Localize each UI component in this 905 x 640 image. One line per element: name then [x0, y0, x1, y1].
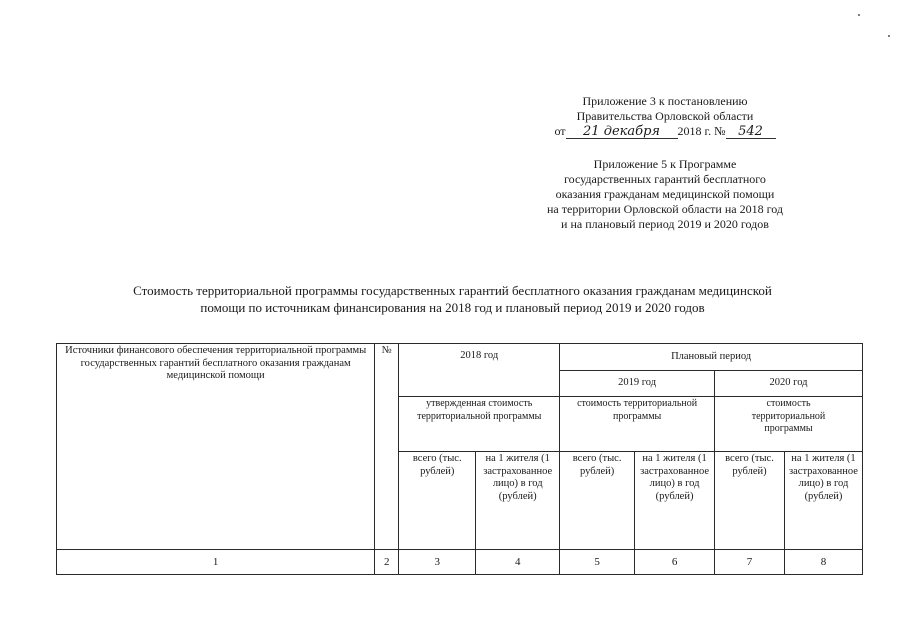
handwritten-date: 21 декабря [566, 125, 678, 139]
handwritten-number: 542 [726, 125, 776, 139]
header-planned-period: Плановый период [560, 344, 863, 371]
document-title [60, 282, 845, 316]
appendix-3-line2: Правительства Орловской области [576, 109, 754, 123]
header-cost-2019: стоимость территориальной программы [560, 397, 715, 452]
appendix-5-line1: Приложение 5 к Программе [593, 157, 737, 171]
appendix-3-date-line [500, 124, 830, 139]
appendix-5-line5: и на плановый период 2019 и 2020 годов [561, 217, 769, 231]
header-per-capita-2018: на 1 жителя (1 застрахованное лицо) в год (рублей) [476, 452, 560, 550]
header-source: Источники финансового обеспечения территориальной программы государственных гарантий бесплатного оказания гражданам медицинской помощи [57, 344, 375, 550]
year-number-prefix: 2018 г. № [677, 124, 726, 138]
appendix-5-line2: государственных гарантий бесплатного [564, 172, 766, 186]
header-cost-2020: стоимость территориальной программы [715, 397, 863, 452]
document-title-line2: помощи по источникам финансирования на 2018 год и плановый период 2019 и 2020 годов [200, 300, 705, 315]
header-per-capita-2020: на 1 жителя (1 застрахованное лицо) в год (рублей) [784, 452, 862, 550]
header-2018: 2018 год [399, 344, 560, 397]
column-number-cell: 6 [635, 550, 715, 575]
header-number: № [375, 344, 399, 550]
appendix-5-header [500, 157, 830, 232]
header-total-2019: всего (тыс. рублей) [560, 452, 635, 550]
column-number-cell: 5 [560, 550, 635, 575]
header-total-2018: всего (тыс. рублей) [399, 452, 476, 550]
header-per-capita-2019: на 1 жителя (1 застрахованное лицо) в год (рублей) [635, 452, 715, 550]
appendix-3-header [500, 94, 830, 139]
appendix-3-line1: Приложение 3 к постановлению [582, 94, 748, 108]
scan-dot [888, 35, 890, 37]
document-title-line1: Стоимость территориальной программы государственных гарантий бесплатного оказания гражданам медицинской [133, 283, 772, 298]
header-2020: 2020 год [715, 371, 863, 397]
column-number-cell: 1 [57, 550, 375, 575]
date-prefix: от [554, 124, 566, 138]
financing-table [56, 343, 863, 575]
header-2019: 2019 год [560, 371, 715, 397]
column-number-cell: 4 [476, 550, 560, 575]
appendix-5-line4: на территории Орловской области на 2018 год [547, 202, 783, 216]
scan-dot [858, 14, 860, 16]
column-number-cell: 8 [784, 550, 862, 575]
header-total-2020: всего (тыс. рублей) [715, 452, 785, 550]
column-number-cell: 3 [399, 550, 476, 575]
column-number-cell: 7 [715, 550, 785, 575]
appendix-5-line3: оказания гражданам медицинской помощи [555, 187, 775, 201]
header-cost-2018: утвержденная стоимость территориальной программы [399, 397, 560, 452]
column-number-cell: 2 [375, 550, 399, 575]
